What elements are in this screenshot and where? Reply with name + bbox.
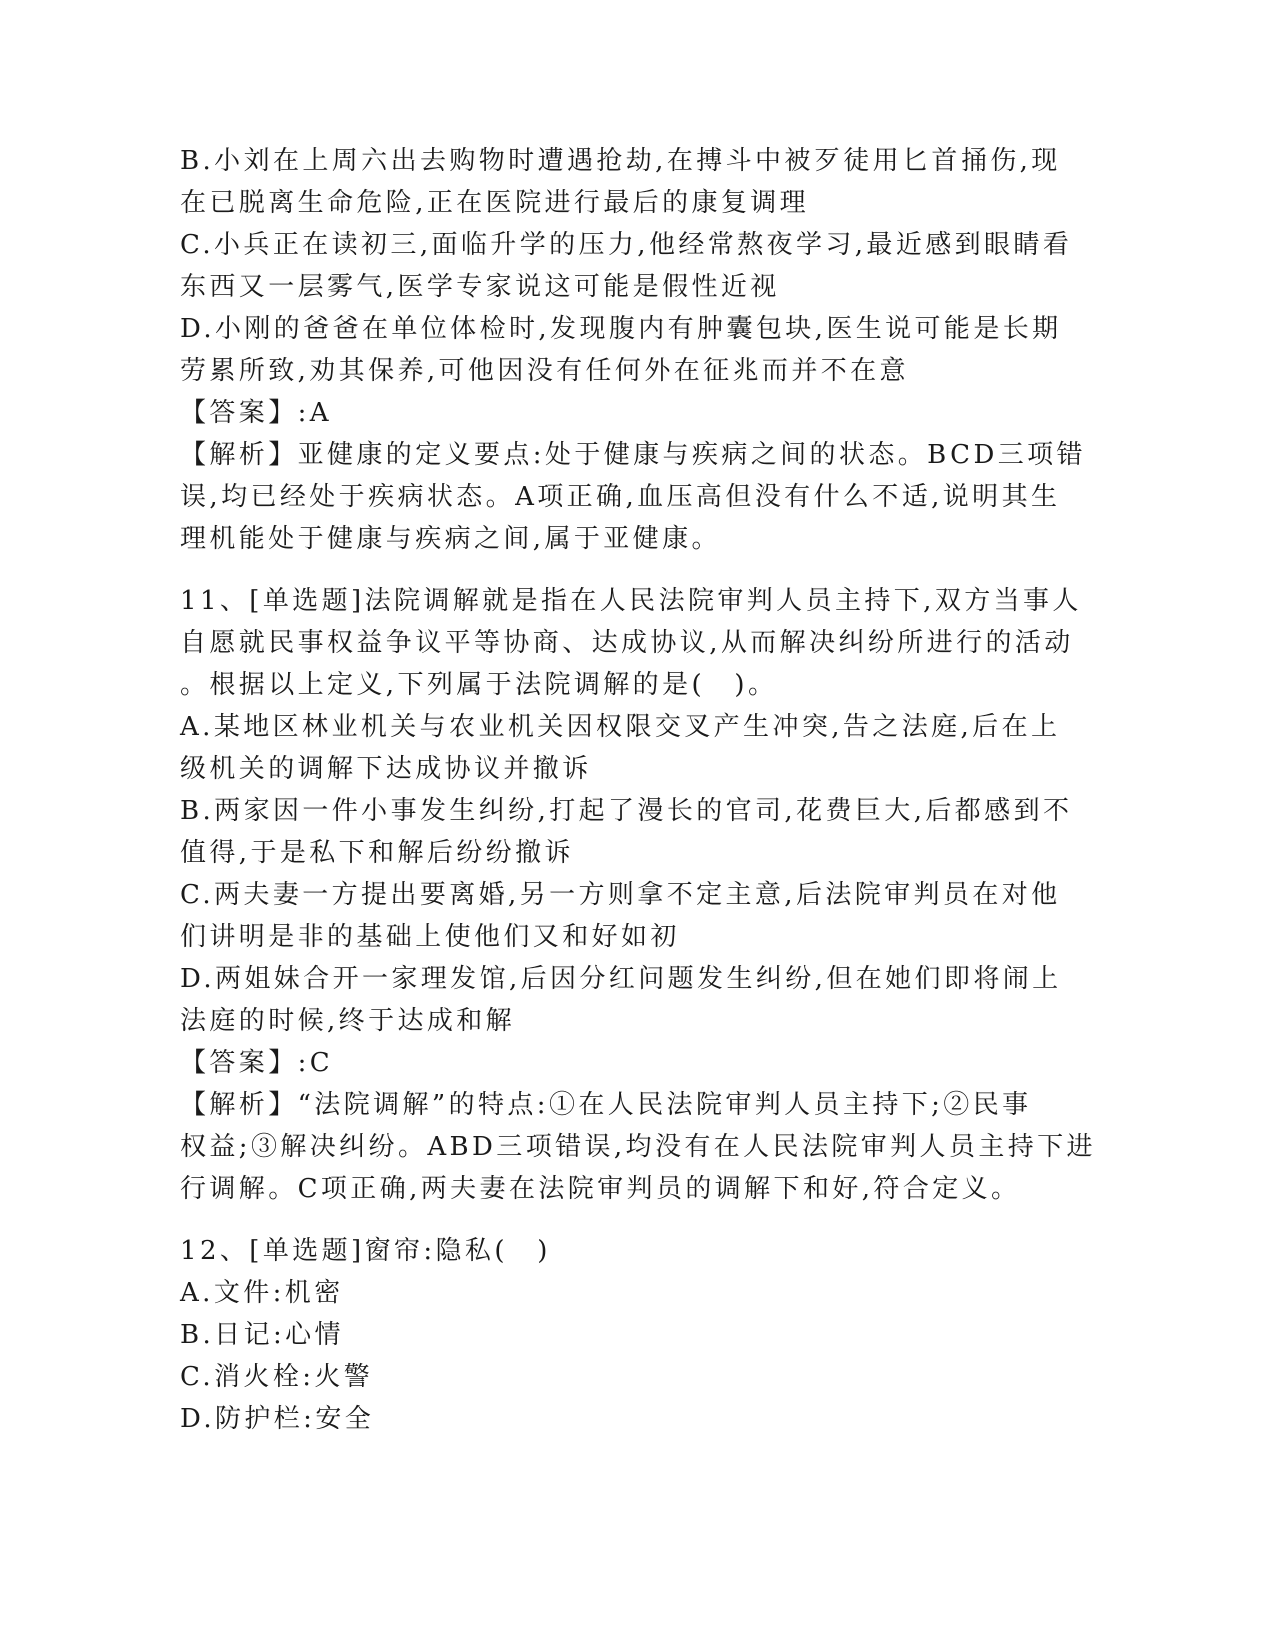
option-a: A.文件:机密 (180, 1278, 344, 1308)
section-gap (180, 1210, 1040, 1230)
option-c: C.消火栓:火警 (180, 1362, 374, 1392)
option-b-line-1: B.两家因一件小事发生纠纷,打起了漫长的官司,花费巨大,后都感到不 (180, 796, 1073, 826)
analysis (180, 1084, 1096, 1210)
stem-line-2: 自愿就民事权益争议平等协商、达成协议,从而解决纠纷所进行的活动 (180, 628, 1074, 658)
option-a-line-2: 级机关的调解下达成协议并撤诉 (180, 754, 592, 784)
option-d (180, 958, 1062, 1042)
analysis-line-3: 理机能处于健康与疾病之间,属于亚健康。 (180, 524, 721, 554)
document-page (180, 140, 1096, 1440)
question-12 (180, 1230, 1040, 1440)
analysis-line-2: 误,均已经处于疾病状态。A项正确,血压高但没有什么不适,说明其生 (180, 482, 1061, 512)
question-stem: 12、[单选题]窗帘:隐私( ) (180, 1236, 551, 1266)
option-a (180, 706, 1061, 790)
option-c-line-2: 们讲明是非的基础上使他们又和好如初 (180, 922, 680, 952)
question-10-tail (180, 140, 1086, 560)
question-11 (180, 580, 1096, 1210)
analysis-line-3: 行调解。C项正确,两夫妻在法院审判员的调解下和好,符合定义。 (180, 1174, 1021, 1204)
option-d (180, 308, 1062, 392)
option-d: D.防护栏:安全 (180, 1404, 375, 1434)
option-d-line-1: D.两姐妹合开一家理发馆,后因分红问题发生纠纷,但在她们即将闹上 (180, 964, 1062, 994)
answer: 【答案】:A (180, 398, 332, 428)
option-c (180, 224, 1073, 308)
option-c (180, 874, 1061, 958)
analysis-line-1: 【解析】亚健康的定义要点:处于健康与疾病之间的状态。BCD三项错 (180, 440, 1086, 470)
option-b-line-2: 在已脱离生命危险,正在医院进行最后的康复调理 (180, 188, 810, 218)
analysis-line-2: 权益;③解决纠纷。ABD三项错误,均没有在人民法院审判人员主持下进 (180, 1132, 1096, 1162)
stem-line-3: 。根据以上定义,下列属于法院调解的是( )。 (180, 670, 778, 700)
option-d-line-2: 法庭的时候,终于达成和解 (180, 1006, 516, 1036)
option-a-line-1: A.某地区林业机关与农业机关因权限交叉产生冲突,告之法庭,后在上 (180, 712, 1061, 742)
option-c-line-1: C.小兵正在读初三,面临升学的压力,他经常熬夜学习,最近感到眼睛看 (180, 230, 1073, 260)
option-b: B.日记:心情 (180, 1320, 344, 1350)
option-b-line-1: B.小刘在上周六出去购物时遭遇抢劫,在搏斗中被歹徒用匕首捅伤,现 (180, 146, 1061, 176)
answer: 【答案】:C (180, 1048, 334, 1078)
option-b-line-2: 值得,于是私下和解后纷纷撤诉 (180, 838, 574, 868)
section-gap (180, 560, 1040, 580)
option-b (180, 140, 1061, 224)
analysis-line-1: 【解析】“法院调解”的特点:①在人民法院审判人员主持下;②民事 (180, 1090, 1032, 1120)
option-d-line-2: 劳累所致,劝其保养,可他因没有任何外在征兆而并不在意 (180, 356, 909, 386)
option-c-line-2: 东西又一层雾气,医学专家说这可能是假性近视 (180, 272, 780, 302)
option-d-line-1: D.小刚的爸爸在单位体检时,发现腹内有肿囊包块,医生说可能是长期 (180, 314, 1062, 344)
analysis (180, 434, 1086, 560)
option-b (180, 790, 1073, 874)
question-stem (180, 580, 1082, 706)
stem-line-1: 11、[单选题]法院调解就是指在人民法院审判人员主持下,双方当事人 (180, 586, 1082, 616)
option-c-line-1: C.两夫妻一方提出要离婚,另一方则拿不定主意,后法院审判员在对他 (180, 880, 1061, 910)
